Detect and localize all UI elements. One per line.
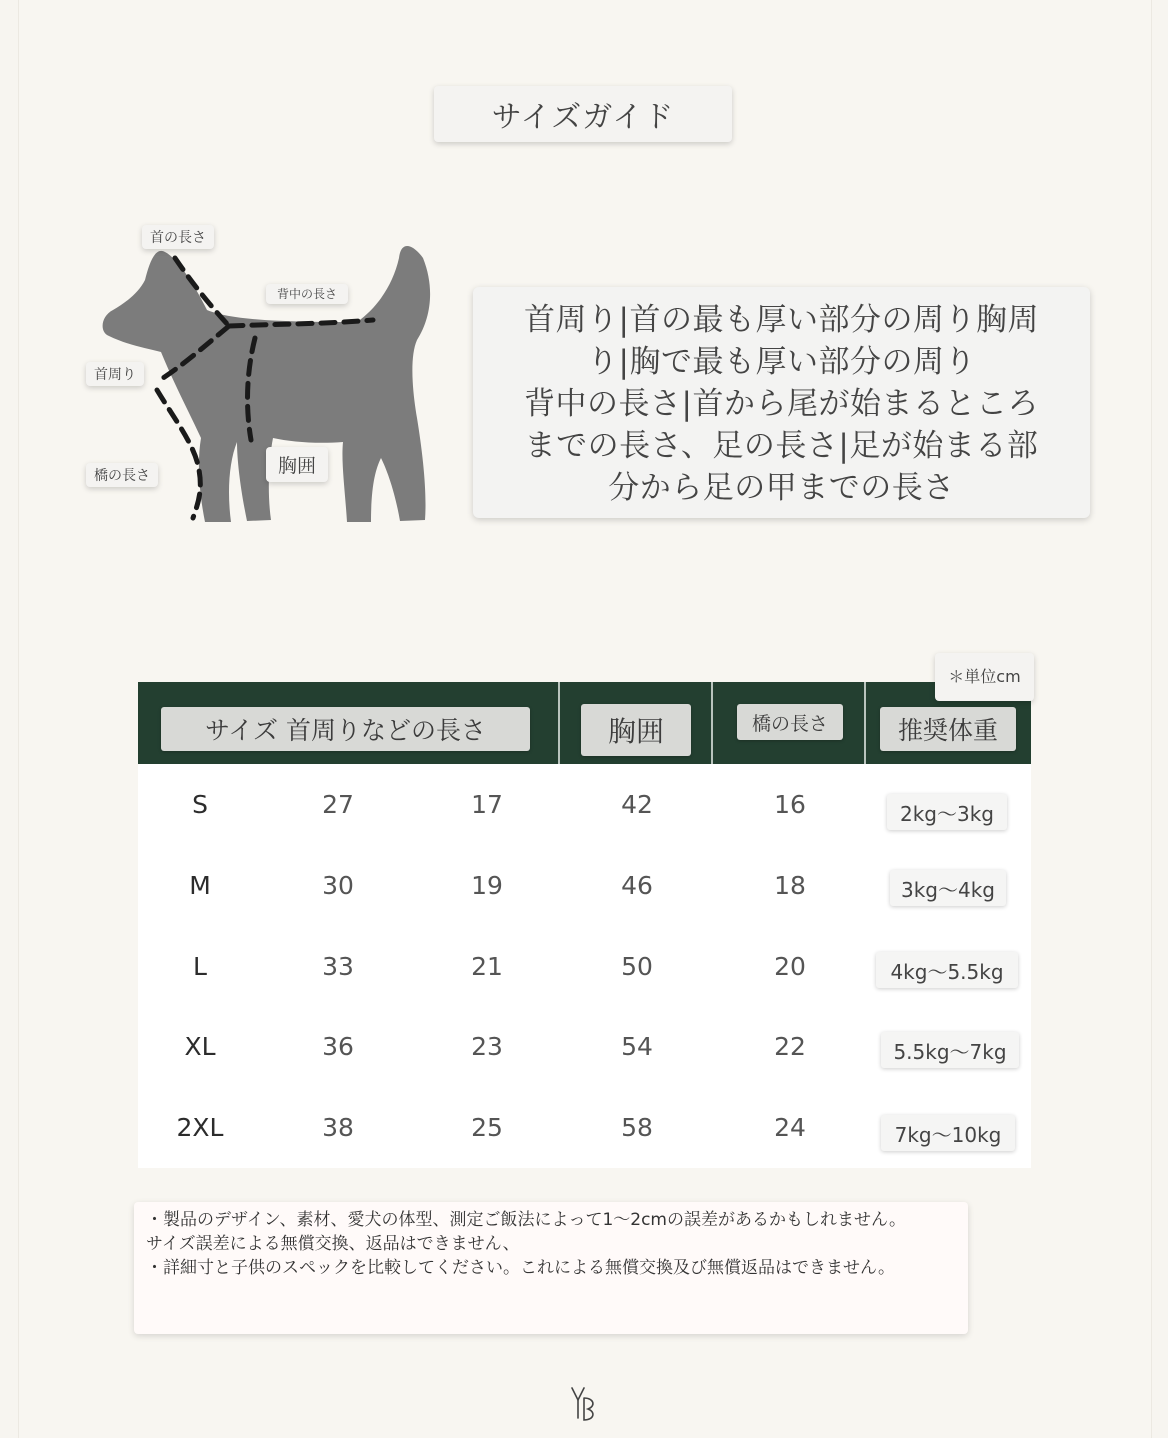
description-line: り|胸で最も厚い部分の周り bbox=[587, 344, 976, 380]
table-cell: 20 bbox=[774, 952, 806, 981]
table-cell: 33 bbox=[322, 952, 354, 981]
table-cell: 36 bbox=[322, 1032, 354, 1061]
note-line: ・詳細寸と子供のスペックを比較してください。これによる無償交換及び無償返品はできません。 bbox=[146, 1258, 896, 1278]
size-table bbox=[138, 682, 1031, 1168]
table-cell: 54 bbox=[621, 1032, 653, 1061]
weight-chip: 3kg～4kg bbox=[890, 870, 1006, 906]
brand-logo-icon bbox=[566, 1384, 602, 1424]
header-divider bbox=[711, 682, 713, 764]
table-cell: 50 bbox=[621, 952, 653, 981]
table-cell: 30 bbox=[322, 871, 354, 900]
measurement-description bbox=[473, 287, 1090, 518]
weight-chip: 2kg～3kg bbox=[887, 794, 1007, 830]
table-cell: 23 bbox=[471, 1032, 503, 1061]
note-line: サイズ誤差による無償交換、返品はできません、 bbox=[146, 1234, 520, 1254]
header-leg-length: 橋の長さ bbox=[737, 704, 843, 740]
weight-chip: 4kg～5.5kg bbox=[876, 952, 1018, 988]
description-line: までの長さ、足の長さ|足が始まる部 bbox=[524, 428, 1039, 464]
description-line: 背中の長さ|首から尾が始まるところ bbox=[524, 386, 1039, 422]
table-cell: 21 bbox=[471, 952, 503, 981]
table-cell-size: L bbox=[193, 952, 207, 981]
label-back-length: 背中の長さ bbox=[266, 284, 348, 304]
table-cell: 46 bbox=[621, 871, 653, 900]
table-cell: 17 bbox=[471, 790, 503, 819]
table-cell-size: 2XL bbox=[176, 1113, 224, 1142]
page-title: サイズガイド bbox=[434, 86, 732, 142]
table-cell-size: M bbox=[189, 871, 211, 900]
table-cell-size: S bbox=[192, 790, 208, 819]
table-cell: 42 bbox=[621, 790, 653, 819]
table-cell: 38 bbox=[322, 1113, 354, 1142]
table-cell: 22 bbox=[774, 1032, 806, 1061]
label-neck-girth: 首周り bbox=[86, 362, 144, 386]
description-line: 分から足の甲までの長さ bbox=[608, 470, 955, 506]
table-header bbox=[138, 682, 1031, 764]
table-cell: 25 bbox=[471, 1113, 503, 1142]
header-divider bbox=[864, 682, 866, 764]
header-size-etc: サイズ 首周りなどの長さ bbox=[161, 707, 530, 751]
note-line: ・製品のデザイン、素材、愛犬の体型、測定ご飯法によって1～2cmの誤差があるかもしれません。 bbox=[146, 1210, 907, 1230]
header-weight: 推奨体重 bbox=[880, 707, 1016, 751]
header-chest: 胸囲 bbox=[581, 704, 691, 756]
table-cell: 16 bbox=[774, 790, 806, 819]
table-cell: 58 bbox=[621, 1113, 653, 1142]
header-divider bbox=[558, 682, 560, 764]
description-line: 首周り|首の最も厚い部分の周り胸周 bbox=[524, 302, 1039, 338]
label-chest: 胸囲 bbox=[266, 447, 328, 482]
unit-note: ＊単位cm bbox=[935, 653, 1034, 701]
table-cell-size: XL bbox=[184, 1032, 216, 1061]
label-neck-length: 首の長さ bbox=[142, 225, 214, 249]
table-cell: 27 bbox=[322, 790, 354, 819]
table-cell: 19 bbox=[471, 871, 503, 900]
table-cell: 18 bbox=[774, 871, 806, 900]
weight-chip: 7kg～10kg bbox=[881, 1115, 1015, 1151]
table-cell: 24 bbox=[774, 1113, 806, 1142]
label-leg-length: 橋の長さ bbox=[86, 463, 158, 487]
weight-chip: 5.5kg～7kg bbox=[881, 1032, 1019, 1068]
notes-box bbox=[134, 1202, 968, 1334]
